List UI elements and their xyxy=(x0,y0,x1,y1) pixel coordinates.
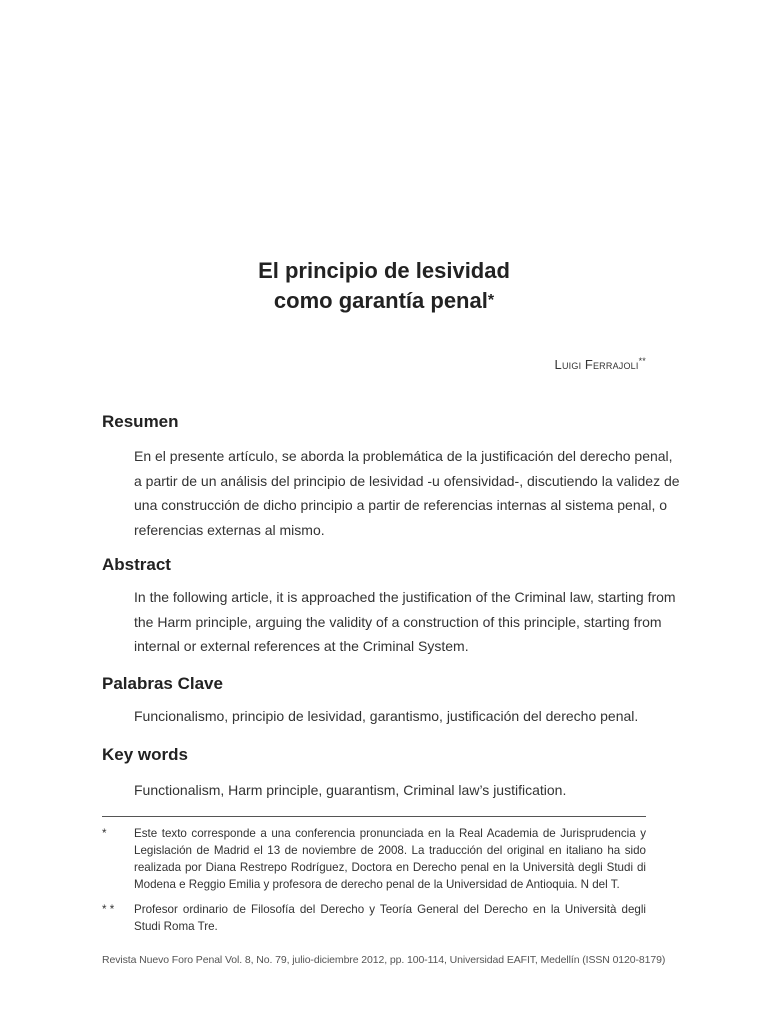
journal-footer: Revista Nuevo Foro Penal Vol. 8, No. 79, julio-diciembre 2012, pp. 100-114, Universidad EAFIT, Medellín (ISSN 0120-8179) xyxy=(102,954,666,966)
article-title xyxy=(0,256,768,316)
resumen-line: una construcción de dicho principio a partir de referencias internas al sistema penal, o xyxy=(134,497,668,513)
abstract-heading: Abstract xyxy=(102,555,171,574)
author-last-name: Ferrajoli xyxy=(584,357,639,372)
footnote-1-marker: * xyxy=(102,827,107,840)
footnote-2-text: Profesor ordinario de Filosofía del Derecho y Teoría General del Derecho en la Università degli Studi Roma Tre. xyxy=(134,903,646,933)
resumen-heading: Resumen xyxy=(102,412,179,431)
footnote-divider xyxy=(102,816,646,817)
resumen-line: a partir de un análisis del principio de lesividad -u ofensividad-, discutiendo la validez de xyxy=(134,472,680,489)
resumen-line: referencias externas al mismo. xyxy=(134,521,325,538)
footnote-1-text: Este texto corresponde a una conferencia pronunciada en la Real Academia de Jurisprudencia y Legislación de Madrid el 13 de noviembre de 2008. La traducción del original en italiano ha sido realizada por Diana Restrepo Rodríguez, Doctora en Derecho penal en la Università degli Studi di Modena e Reggio Emilia y profesora de derecho penal de la Universidad de Antioquia. N del T. xyxy=(134,827,646,891)
abstract-line: the Harm principle, arguing the validity of a construction of this principle, starting from xyxy=(134,613,662,630)
title-line-2-text: como garantía penal xyxy=(273,288,488,313)
title-line-2 xyxy=(0,286,768,316)
footnote-2-marker: * * xyxy=(102,903,115,916)
palabras-clave-heading: Palabras Clave xyxy=(102,674,223,693)
author-name xyxy=(555,356,646,372)
abstract-line: In the following article, it is approached the justification of the Criminal law, starting from xyxy=(134,589,676,605)
title-line-1: El principio de lesividad xyxy=(258,258,510,283)
resumen-line: En el presente artículo, se aborda la problemática de la justificación del derecho penal, xyxy=(134,448,673,464)
footnote-1 xyxy=(102,825,646,893)
key-words-heading: Key words xyxy=(102,745,188,764)
title-footnote-marker: * xyxy=(487,292,495,309)
key-words-text: Functionalism, Harm principle, guarantism, Criminal law’s justification. xyxy=(134,782,567,798)
author-first-name: Luigi xyxy=(554,357,582,372)
abstract-line: internal or external references at the Criminal System. xyxy=(134,638,469,654)
footnote-2 xyxy=(102,901,646,935)
resumen-paragraph xyxy=(134,444,680,542)
palabras-clave-text: Funcionalismo, principio de lesividad, garantismo, justificación del derecho penal. xyxy=(134,708,639,724)
author-footnote-marker: ** xyxy=(638,356,646,366)
abstract-paragraph xyxy=(134,585,676,659)
